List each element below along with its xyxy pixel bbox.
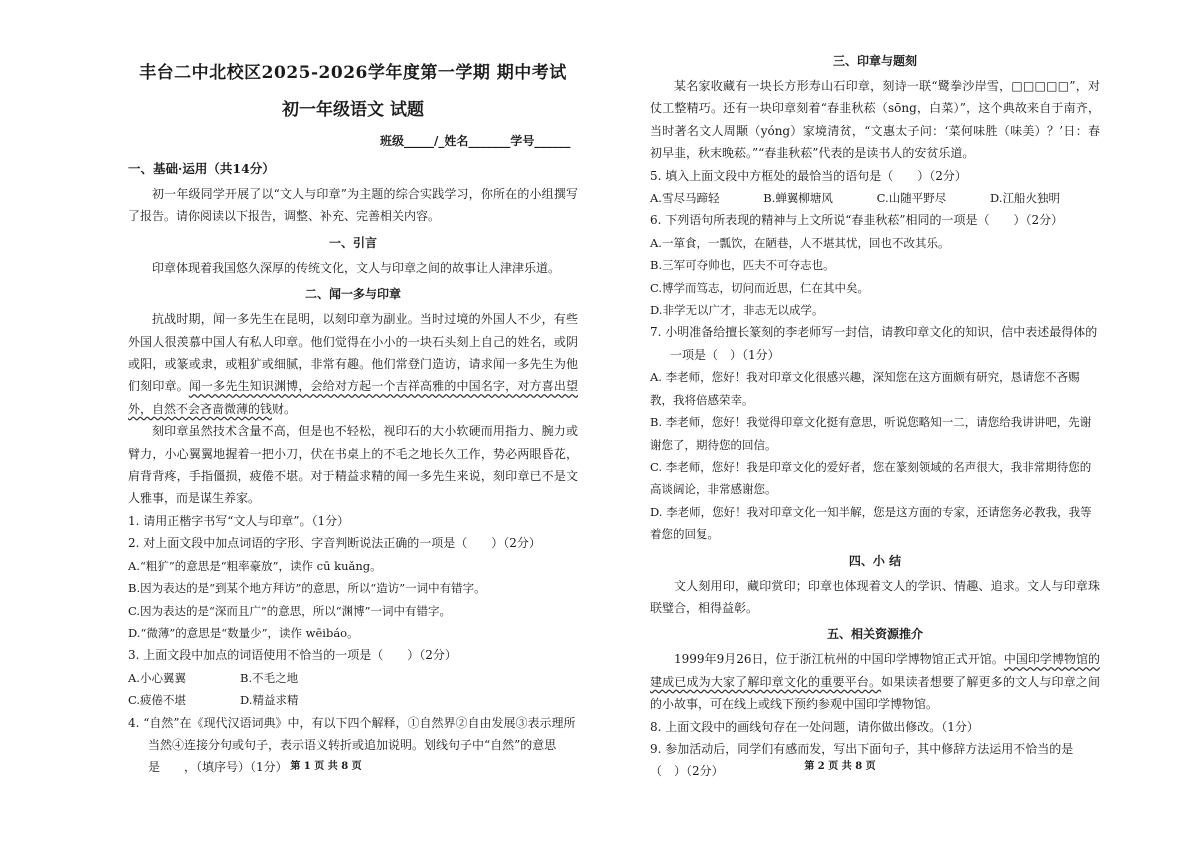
paragraph-wenyiduo-2: 刻印章虽然技术含量不高，但是也不轻松，视印石的大小软硬而用指力、腕力或臂力，小心翼翼地握着一把小刀，伏在书桌上的不毛之地长久工作，势必两眼昏花，肩背背疼，手指僵损，疲倦不堪。对于精益求精的闻一多先生来说，刻印章已不是文人雅事，而是谋生养家。: [128, 424, 578, 506]
page-footer-1: 第 1 页 共 8 页: [290, 761, 362, 772]
question-5-option-a: A.雪尽马蹄轻: [650, 191, 720, 206]
paragraph-resources: [650, 648, 1100, 715]
question-3-options-row-1: [128, 667, 578, 689]
subheading-resources: 五、相关资源推介: [826, 627, 923, 642]
question-3: 3. 上面文段中加点的词语使用不恰当的一项是（ ）（2分）: [128, 648, 457, 663]
question-2-option-c: C.因为表达的是“深而且广”的意思，所以“渊博”一词中有错字。: [128, 603, 452, 618]
question-7: 7. 小明准备给擅长篆刻的李老师写一封信，请教印章文化的知识，信中表述最得体的一项是（ ）（1分）: [650, 325, 1098, 362]
question-5-option-d: D.江船火独明: [990, 191, 1060, 206]
question-2: 2. 对上面文段中加点词语的字形、字音判断说法正确的一项是（ ）（2分）: [128, 536, 541, 551]
subheading-xiaojie: 四、小 结: [848, 553, 902, 568]
question-7-option-c: C. 李老师，您好！我是印章文化的爱好者，您在篆刻领域的名声很大，我非常期待您的高谈阔论，非常感谢您。: [650, 459, 1092, 497]
subheading-wenyiduo: 二、闻一多与印章: [304, 287, 401, 302]
paragraph-text: 抗战时期，闻一多先生在昆明，以刻印章为副业。当时过境的外国人不少，有些外国人很羡慕中国人有私人印章。他们觉得在小小的一块石头刻上自己的姓名，或阴或阳，或篆或隶，或粗犷或细腻，非常有趣。他们常登门造访，请求闻一多先生为他们刻印章。: [128, 312, 578, 394]
question-3-option-c: C.疲倦不堪: [128, 693, 187, 708]
question-7-option-b: B. 李老师，您好！我觉得印章文化挺有意思，听说您略知一二，请您给我讲讲吧，先谢谢您了，期待您的回信。: [650, 415, 1092, 452]
student-info-line: 班级_____/_姓名_______学号______: [380, 134, 571, 148]
question-3-options-row-2: [128, 689, 578, 711]
question-3-option-d: D.精益求精: [240, 693, 299, 708]
section-heading-1: 一、基础·运用（共14分）: [128, 161, 275, 176]
paragraph-xiaojie: 文人刻用印，藏印赏印；印章也体现着文人的学识、情趣、追求。文人与印章珠联璧合，相得益彰。: [650, 578, 1100, 615]
paragraph-yinzhang-tike: 某名家收藏有一块长方形寿山石印章，刻诗一联“鹭拳沙岸雪，□□□□□”，对仗工整精巧。还有一块印章刻着“春韭秋菘（sōng，白菜）”，这个典故来自于南齐，当时著名文人周颙（yóng）家境清贫，“文惠太子问：‘菜何味胜（味美）？’日：春初早韭，秋末晚菘。”“春韭秋菘”代表的是读书人的安贫乐道。: [650, 79, 1100, 161]
question-6-option-b: B.三军可夺帅也，匹夫不可夺志也。: [650, 258, 835, 273]
paragraph-wenyiduo-1: [128, 308, 578, 420]
intro-paragraph: 初一年级同学开展了以“文人与印章”为主题的综合实践学习，你所在的小组撰写了报告。请你阅读以下报告，调整、补充、完善相关内容。: [128, 187, 578, 224]
exam-page-2: [600, 0, 1200, 849]
question-7-option-d: D. 李老师，您好！我对印章文化一知半解，您是这方面的专家，还请您务必教我，我等着您的回复。: [650, 504, 1092, 542]
question-4: 4. “自然”在《现代汉语词典》中，有以下四个解释，①自然界②自由发展③表示理所当然④连接分句或句子，表示语义转折或追加说明。划线句子中“自然”的意思是 ，（填序号）（1分）: [128, 715, 576, 775]
question-9: 9. 参加活动后，同学们有感而发，写出下面句子，其中修辞方法运用不恰当的是（ ）（2分）: [650, 741, 1074, 779]
question-6-option-d: D.非学无以广才，非志无以成学。: [650, 303, 824, 318]
question-5-option-b: B.蝉翼柳塘风: [763, 191, 833, 206]
paragraph-text-end: 财。: [272, 401, 297, 416]
question-3-option-b: B.不毛之地: [240, 670, 299, 685]
question-1: 1. 请用正楷字书写“文人与印章”。（1分）: [128, 513, 350, 528]
underlined-sentence: 中国印学博物馆的建成已成为大家了解印章文化的重要平台。: [650, 652, 1100, 689]
question-5: 5. 填入上面文段中方框处的最恰当的语句是（ ）（2分）: [650, 168, 967, 183]
question-7-option-a: A. 李老师，您好！我对印章文化很感兴趣，深知您在这方面颇有研究，恳请您不吝赐教，我将倍感荣幸。: [650, 370, 1080, 407]
question-5-option-c: C.山随平野尽: [876, 191, 947, 206]
question-2-option-a: A.“粗犷”的意思是“粗率豪放”，读作 cū kuǎng。: [128, 558, 382, 573]
paragraph-text-end: 如果读者想要了解更多的文人与印章之间的小故事，可在线上或线下预约参观中国印学博物馆。: [650, 674, 1100, 712]
question-6-option-a: A.一箪食，一瓢饮，在陋巷，人不堪其忧，回也不改其乐。: [650, 235, 950, 250]
question-6-option-c: C.博学而笃志，切问而近思，仁在其中矣。: [650, 280, 870, 295]
question-2-option-b: B.因为表达的是“到某个地方拜访”的意思，所以“造访”一词中有错字。: [128, 581, 486, 596]
exam-title: 丰台二中北校区2025-2026学年度第一学期 期中考试: [139, 63, 567, 83]
question-2-option-d: D.“微薄”的意思是“数量少”，读作 wēibáo。: [128, 625, 359, 640]
paragraph-yinyan: 印章体现着我国悠久深厚的传统文化，文人与印章之间的故事让人津津乐道。: [152, 260, 561, 275]
question-6: 6. 下列语句所表现的精神与上文所说“春韭秋菘”相同的一项是（ ）（2分）: [650, 213, 1064, 228]
subheading-yinzhang-tike: 三、印章与题刻: [832, 54, 917, 68]
subheading-yinyan: 一、引言: [328, 235, 377, 250]
page-footer-2: 第 2 页 共 8 页: [804, 761, 876, 772]
paragraph-text: 1999年9月26日，位于浙江杭州的中国印学博物馆正式开馆。: [674, 652, 1004, 667]
question-8: 8. 上面文段中的画线句存在一处问题，请你做出修改。（1分）: [650, 719, 979, 734]
question-5-options: [650, 187, 1100, 209]
underlined-sentence: 闻一多先生知识渊博，会给对方起一个吉祥高雅的中国名字，对方喜出望外，自然不会吝啬微薄的钱: [128, 379, 578, 416]
exam-subtitle: 初一年级语文 试题: [282, 100, 424, 120]
question-3-option-a: A.小心翼翼: [128, 670, 186, 685]
